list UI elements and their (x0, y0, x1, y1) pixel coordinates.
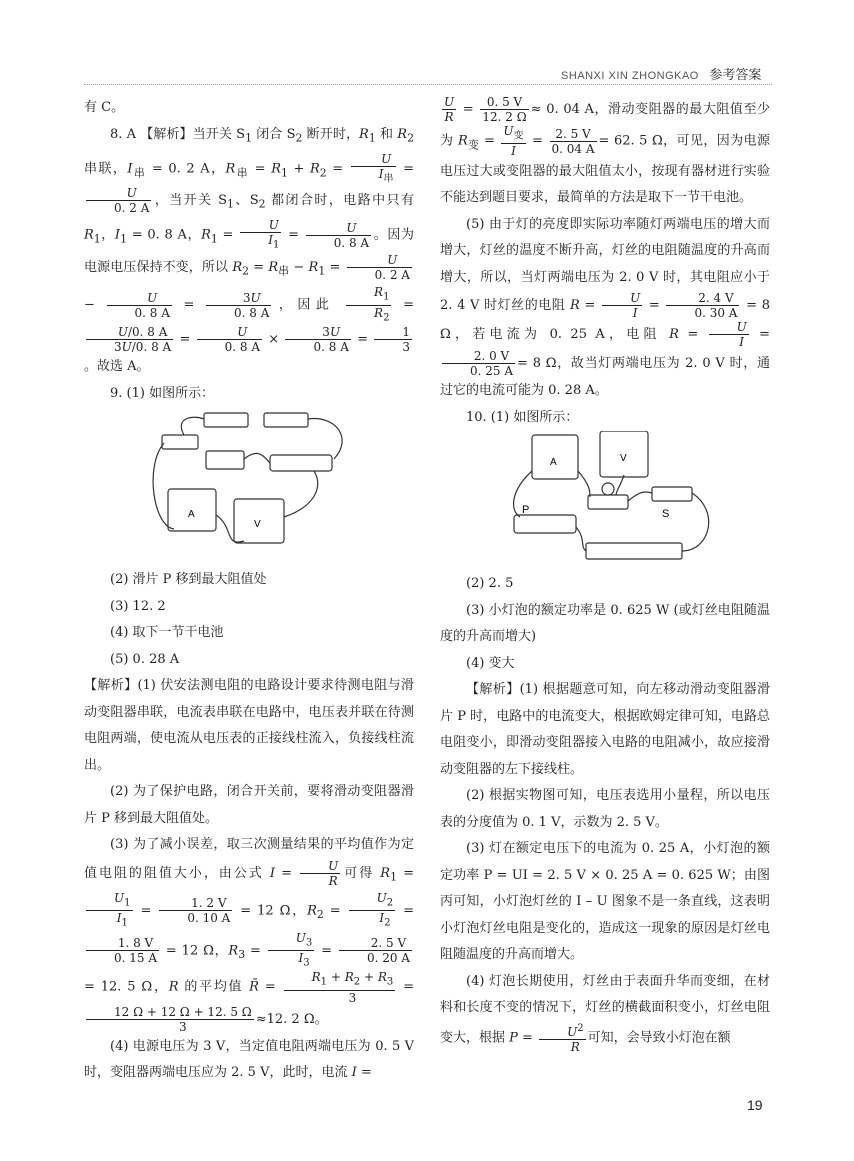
r-para-2: (5) 由于灯的亮度即实际功率随灯两端电压的增大而增大，灯丝的温度不断升高，灯丝的电阻随温度的升高而增大，所以，当灯两端电压为 2. 0 V 时，其电阻应小于 2. 4 V 时灯丝的电阻 R = $\frac{U}{I}$ = $\frac{2. 4 V}{0. 30 A}$ = 8 Ω，若电流为 0. 25 A，电阻 R = $\frac{U}{I}$ = $\frac{2. 0 V}{0. 25 A}$ = 8 Ω，故当灯两端电压为 2. 0 V 时，通过它的电流可能为 0. 28 A。 (440, 216, 770, 399)
q9-j1: 【解析】(1) 伏安法测电阻的电路设计要求待测电阻与滑动变阻器串联，电流表串联在电路中，电压表并联在待测电阻两端，使电流从电压表的正接线柱流入，负接线柱流出。 (84, 678, 414, 773)
battery (586, 543, 682, 559)
circuit-figure-10 (440, 431, 770, 571)
header-rule (84, 84, 772, 85)
lamp-base (588, 495, 628, 509)
lamp (602, 483, 614, 495)
q10-j4: (4) 灯泡长期使用，灯丝由于表面升华而变细，在材料和长度不变的情况下，灯丝的横截面积变小，灯丝电阻变大，根据 P = $\frac{U^2}{R}$ 可知，会导致小灯泡在额 (440, 973, 770, 1054)
switch (652, 487, 692, 501)
rheostat (514, 515, 576, 533)
ammeter-label: A (550, 457, 557, 469)
running-header (561, 64, 761, 84)
slider-label: P (522, 504, 530, 517)
q9-j2: (2) 为了保护电路，闭合开关前，要将滑动变阻器滑片 P 移到最大阻值处。 (84, 784, 414, 826)
voltmeter-label: V (254, 519, 261, 531)
q10-title: 10. (1) 如图所示： (466, 409, 579, 425)
series-name: SHANXI XIN ZHONGKAO (561, 70, 699, 82)
switch-label: S (662, 508, 670, 521)
q10-a4: (4) 变大 (466, 655, 515, 671)
q10-a2: (2) 2. 5 (466, 576, 514, 592)
resistor (206, 451, 244, 469)
right-column (440, 95, 770, 1054)
switch (162, 435, 198, 449)
ammeter-label: A (188, 509, 195, 521)
para: 有 C。 (84, 100, 125, 115)
circuit-figure-9 (84, 407, 414, 567)
q8-para: 8. A 【解析】当开关 $S_1$ 闭合 $S_2$ 断开时，$R_1$ 和 $R_2$ 串联，$I_串 = 0$. 2 A，$R_串 = R_1 + R_2$ = U $I_串$ = $\frac{U}{0. 2 A}$ ，当开关 $S_1$、$S_2$ 都闭合时，电路中只有 $R_1$，$I_1 = 0$. 8 A，$R_1$ = $\frac{U}{I_1}$ = $\frac{U}{0. 8 A}$ 。因为电源电压保持不变，所以 $R_2 = R_串 - R_1$ = $\frac{U}{0. 2 A}$ − $\frac{U}{0. 8 A}$ = $\frac{3U}{0. 8 A}$ ，因此 $\frac{R_1}{R_2}$ = $\frac{U/0. 8 A}{3U/0. 8 A}$ = $\frac{U}{0. 8 A}$ × $\frac{3U}{0. 8 A}$ = $\frac{1}{3}$ 。故选 A。 (84, 126, 414, 375)
section-title: 参考答案 (709, 67, 762, 82)
q9-title: 9. (1) 如图所示： (110, 385, 215, 401)
q10-j3: (3) 灯在额定电压下的电流为 0. 25 A，小灯泡的额定功率 P = UI = 2. 5 V × 0. 25 A = 0. 625 W；由图丙可知，小灯泡灯丝的 I – U 图象不是一条直线，这表明小灯泡灯丝电阻是变化的，造成这一现象的原因是灯丝电阻随温度的升高而增大。 (440, 841, 770, 963)
q10-j2: (2) 根据实物图可知，电压表选用小量程，所以电压表的分度值为 0. 1 V，示数为 2. 5 V。 (440, 788, 770, 830)
r-para-1: $\frac{U}{R}$ = $\frac{0. 5 V}{12. 2 \Omega}$ ≈ 0. 04 A，滑动变阻器的最大阻值至少为 $R_变$ = $U_变$ I = $\frac{2. 5 V}{0. 04 A}$ = 62. 5 Ω，可见，因为电源电压过大或变阻器的最大阻值太小，按现有器材进行实验不能达到题目要求，最简单的方法是取下一节干电池。 (440, 95, 770, 206)
battery-2 (264, 413, 308, 427)
left-column (84, 95, 414, 1087)
battery-1 (204, 413, 248, 427)
q9-j4: (4) 电源电压为 3 V，当定值电阻两端电压为 0. 5 V时，变阻器两端电压应为 2. 5 V，此时，电流 I = (84, 1038, 414, 1081)
q9-a5: (5) 0. 28 A (110, 651, 180, 667)
q9-a3: (3) 12. 2 (110, 598, 166, 614)
q10-a3: (3) 小灯泡的额定功率是 0. 625 W (或灯丝电阻随温度的升高而增大) (440, 602, 770, 645)
voltmeter-label: V (620, 453, 627, 465)
page-number: 19 (747, 1097, 763, 1113)
rheostat (270, 455, 332, 471)
q9-a4: (4) 取下一节干电池 (110, 625, 224, 641)
q9-a2: (2) 滑片 P 移到最大阻值处 (110, 572, 267, 588)
q10-j1: 【解析】(1) 根据题意可知，向左移动滑动变阻器滑片 P 时，电路中的电流变大，根据欧姆定律可知，电路总电阻变小，即滑动变阻器接入电路的电阻减小，故应接滑动变阻器的左下接线柱。 (440, 682, 770, 777)
q9-j3: (3) 为了减小误差，取三次测量结果的平均值作为定值电阻的阻值大小，由公式 I = $\frac{U}{R}$ 可得 $R_1$ = $\frac{U_1}{I_1}$ = $\frac{1. 2 V}{0. 10 A}$ = 12 Ω，$R_2$ = $\frac{U_2}{I_2}$ = $\frac{1. 8 V}{0. 15 A}$ = 12 Ω，$R_3$ = $\frac{U_3}{I_3}$ = $\frac{2. 5 V}{0. 20 A}$ = 12. 5 Ω，R 的平均值 R̄ = $\frac{R_1 + R_2 + R_3}{3}$ = $\frac{12 \Omega + 12 \Omega + 12. 5 \Omega}{3}$ ≈12. 2 Ω。 (84, 837, 414, 1034)
